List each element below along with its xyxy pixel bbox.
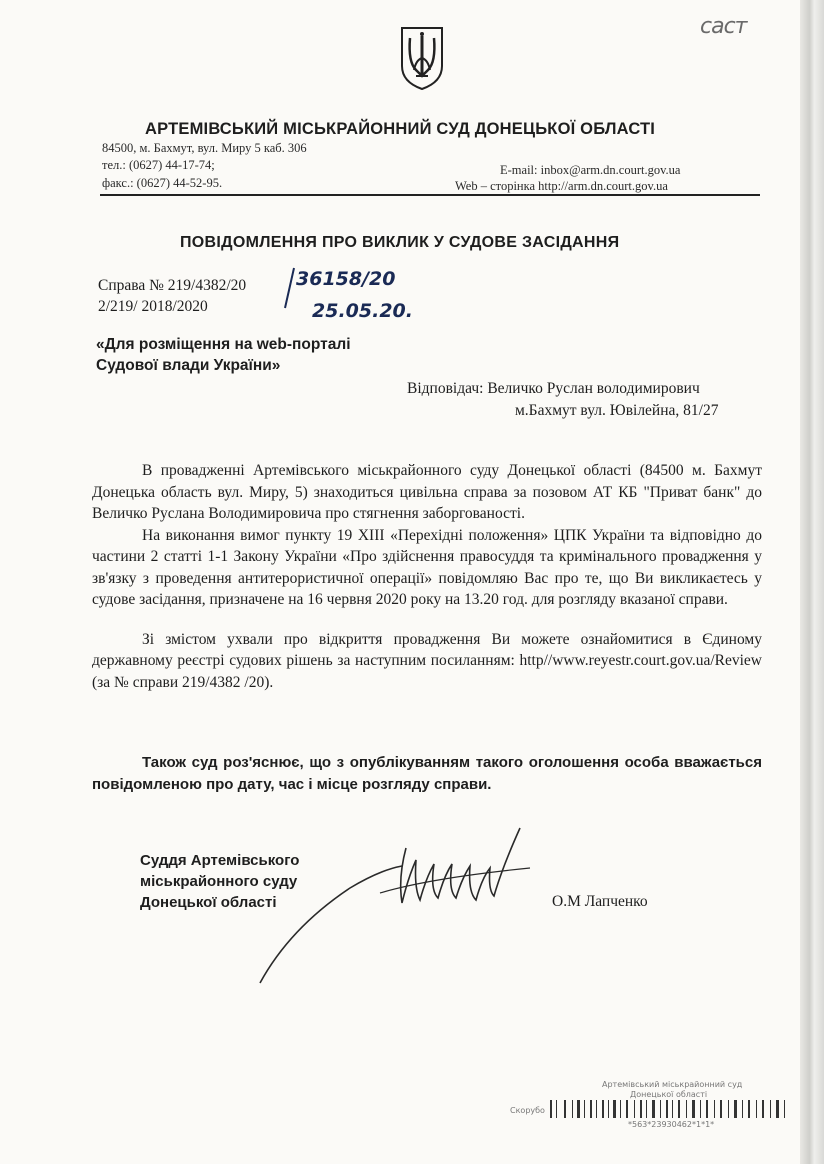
barcode-icon bbox=[550, 1100, 790, 1118]
judge-title-line1: Суддя Артемівського bbox=[140, 852, 300, 869]
body-paragraphs bbox=[92, 460, 762, 693]
court-email: E-mail: inbox@arm.dn.court.gov.ua bbox=[500, 163, 681, 177]
court-name: АРТЕМІВСЬКИЙ МІСЬКРАЙОННИЙ СУД ДОНЕЦЬКОЇ ОБЛАСТІ bbox=[145, 120, 656, 138]
placement-note-line1: «Для розміщення на web-порталі bbox=[96, 336, 351, 353]
body-paragraph-1: В провадженні Артемівського міськрайонного суду Донецької області (84500 м. Бахмут Донецька область вул. Миру, 5) знаходиться цивільна справа за позовом АТ КБ "Приват банк" до Величко Руслана Володимировича про стягнення заборгованості. bbox=[92, 462, 762, 522]
handwritten-corner-note: саст bbox=[700, 14, 747, 39]
handwritten-slash bbox=[282, 266, 296, 310]
body-paragraph-2: На виконання вимог пункту 19 ХІІІ «Перехідні положення» ЦПК України та відповідно до частини 2 статті 1-1 Закону України «Про здійснення правосуддя та кримінального провадження у зв'язку з проведення антитерористичної операції» повідомляю Вас про те, що Ви викликаєтесь у судове засідання, призначене на 16 червня 2020 року на 13.20 год. для розгляду вказаної справи. bbox=[92, 526, 762, 608]
barcode-number: *563*23930462*1*1* bbox=[628, 1120, 715, 1129]
publication-notice: Також суд роз'яснює, що з опублікуванням такого оголошення особа вважається повідомленою про дату, час і місце розгляду справи. bbox=[92, 754, 762, 793]
court-phone: тел.: (0627) 44-17-74; bbox=[102, 158, 215, 172]
placement-note-line2: Судової влади України» bbox=[96, 357, 281, 374]
registration-stamp bbox=[510, 1078, 790, 1138]
respondent-name: Відповідач: Величко Руслан володимирович bbox=[407, 380, 700, 397]
handwritten-registration-number: 36158/20 bbox=[296, 268, 396, 290]
case-second-number: 2/219/ 2018/2020 bbox=[98, 298, 208, 315]
court-fax: факс.: (0627) 44-52-95. bbox=[102, 176, 223, 190]
header-divider bbox=[100, 194, 760, 196]
page-edge-shadow bbox=[800, 0, 824, 1164]
stamp-region-line: Донецької області bbox=[630, 1090, 708, 1099]
stamp-prefix: Скорубо bbox=[510, 1106, 545, 1115]
respondent-address: м.Бахмут вул. Ювілейна, 81/27 bbox=[515, 402, 719, 419]
stamp-court-line: Артемівський міськрайонний суд bbox=[602, 1080, 743, 1089]
handwritten-registration-date: 25.05.20. bbox=[312, 300, 413, 322]
judge-title-line3: Донецької області bbox=[140, 894, 277, 911]
body-paragraph-3: Зі змістом ухвали про відкриття провадження Ви можете ознайомитися в Єдиному державному реєстрі судових рішень за наступним посиланням: http//www.reyestr.court.gov.ua/Review (за № справи 219/4382 /20). bbox=[92, 630, 762, 691]
judge-title-line2: міськрайонного суду bbox=[140, 873, 298, 890]
judge-signature bbox=[230, 808, 570, 988]
court-address: 84500, м. Бахмут, вул. Миру 5 каб. 306 bbox=[102, 141, 307, 155]
judge-name: О.М Лапченко bbox=[552, 893, 648, 910]
document-title: ПОВІДОМЛЕННЯ ПРО ВИКЛИК У СУДОВЕ ЗАСІДАННЯ bbox=[180, 234, 620, 251]
court-website: Web – сторінка http://arm.dn.court.gov.ua bbox=[455, 179, 668, 193]
case-number: Справа № 219/4382/20 bbox=[98, 277, 247, 294]
coat-of-arms-icon bbox=[398, 22, 446, 92]
